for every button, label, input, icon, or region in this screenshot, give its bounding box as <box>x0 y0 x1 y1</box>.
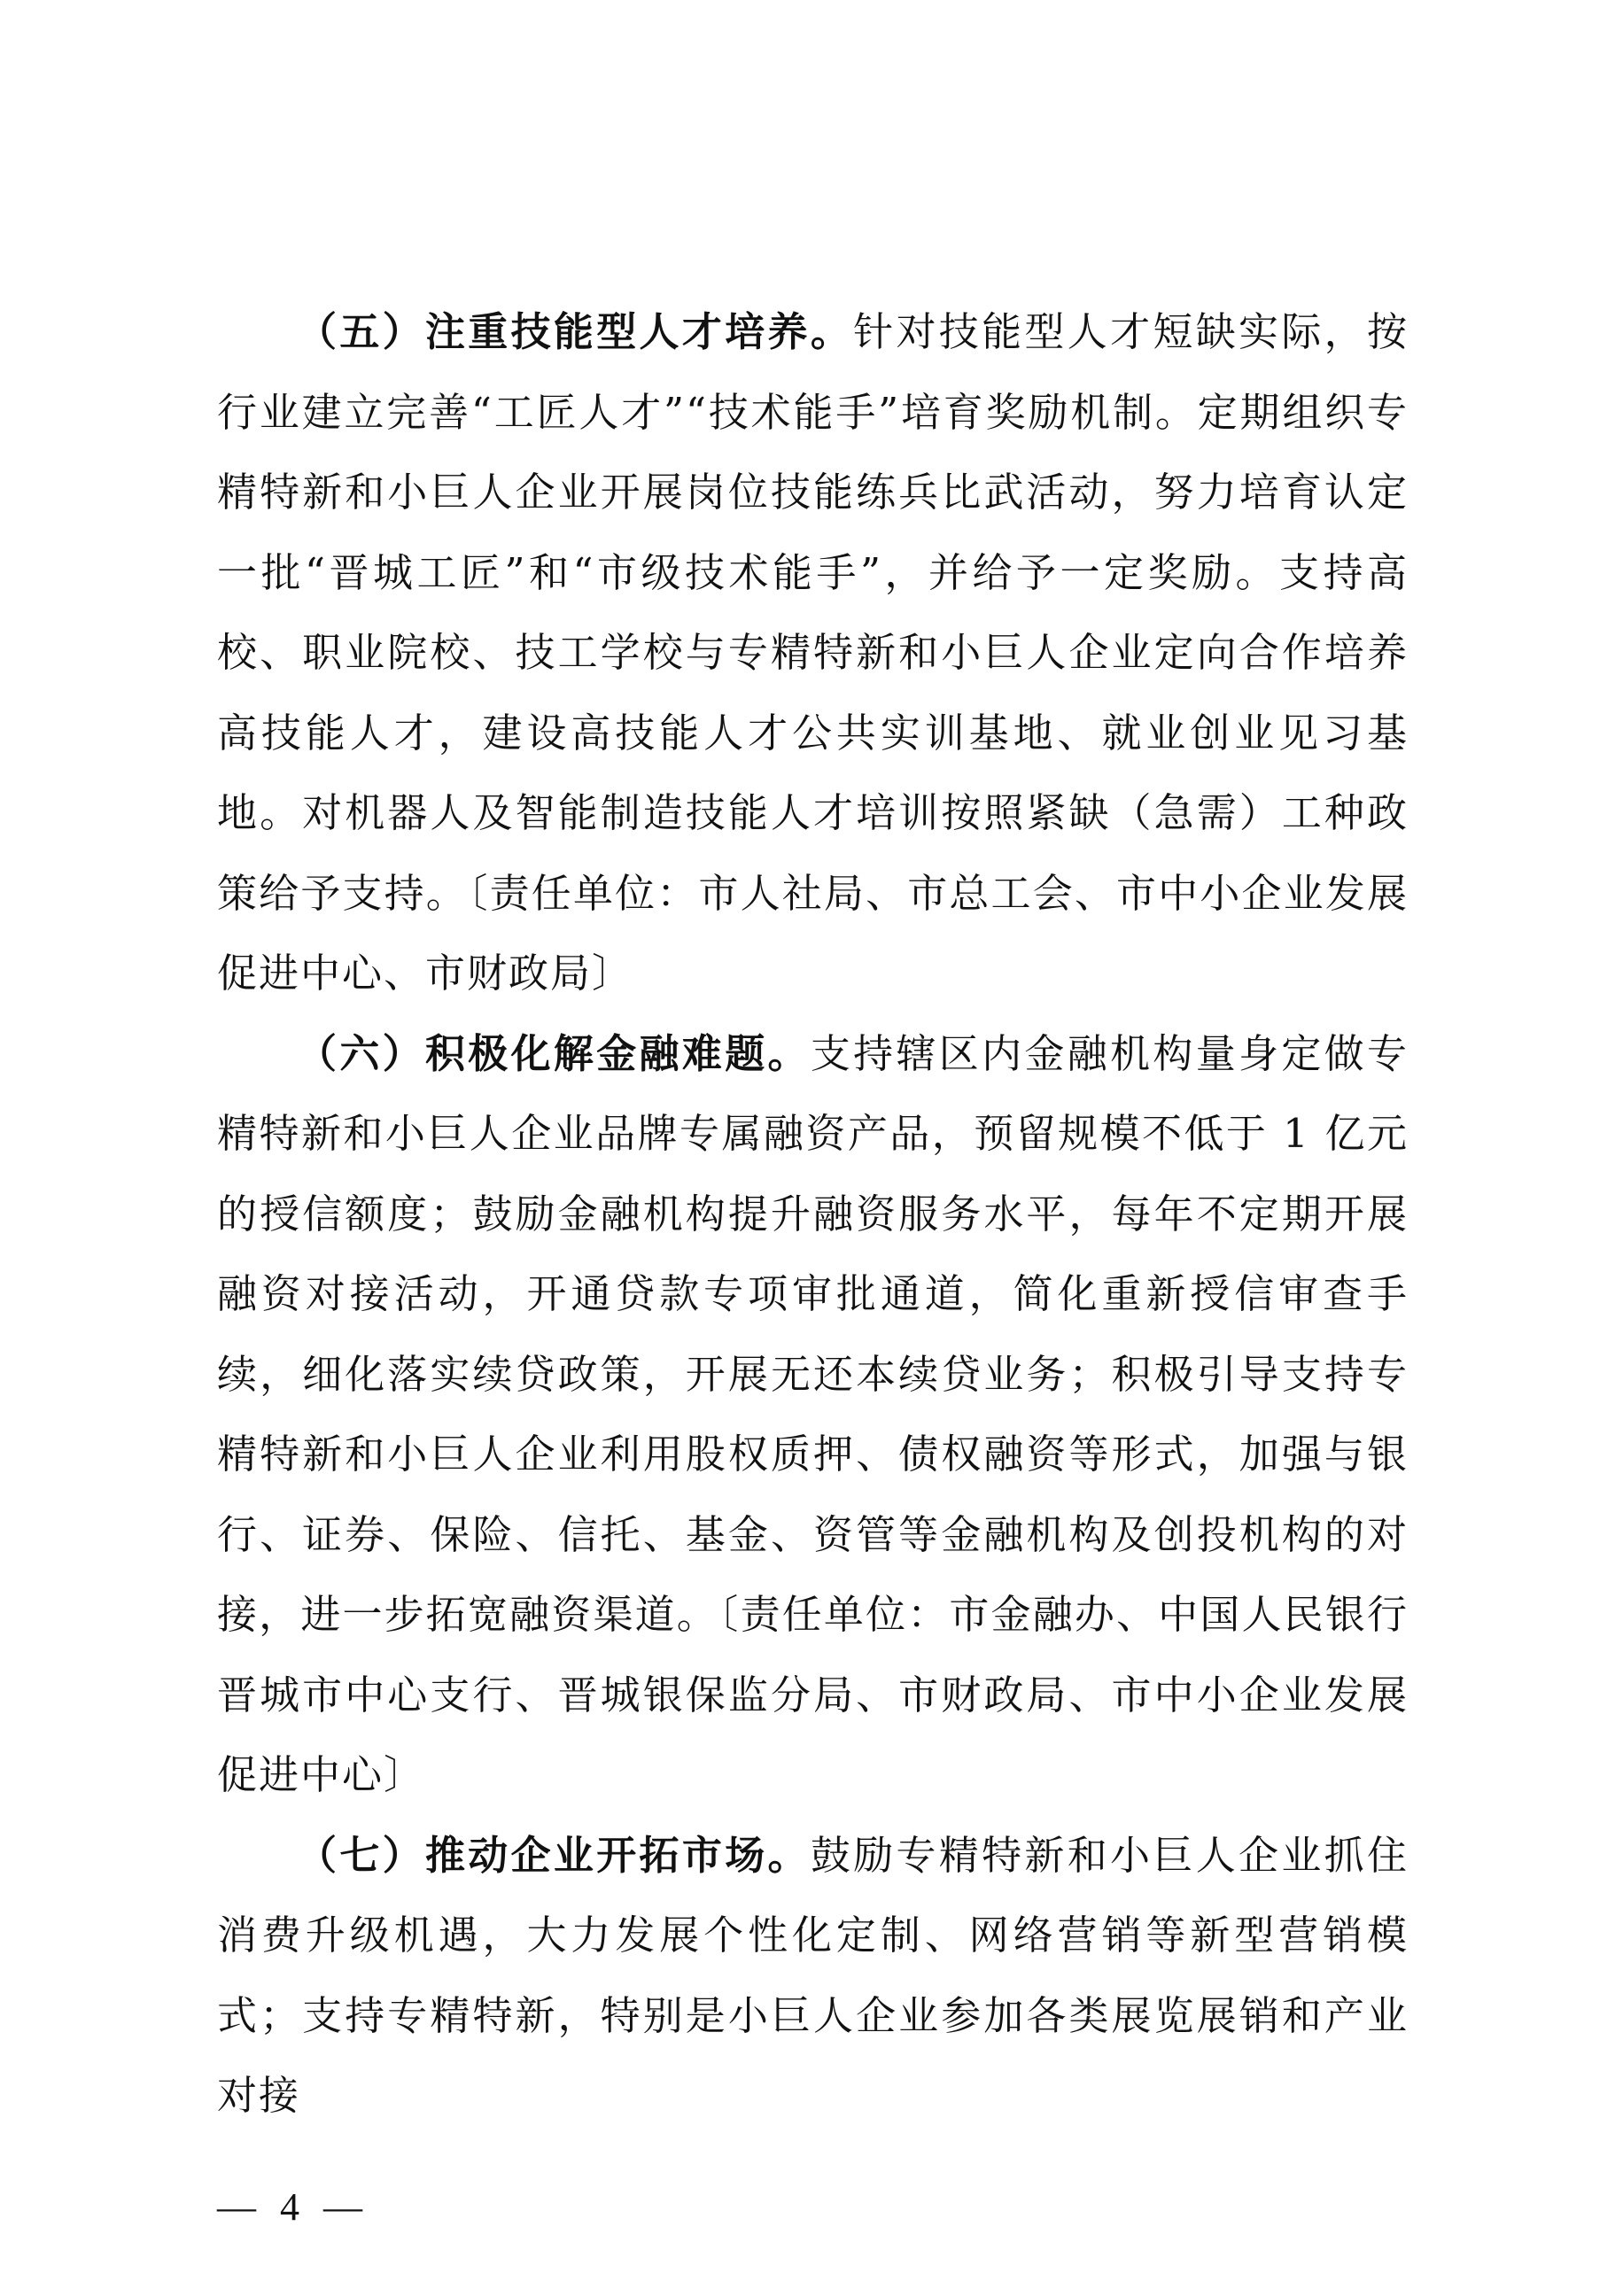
paragraph-text: 鼓励专精特新和小巨人企业抓住消费升级机遇，大力发展个性化定制、网络营销等新型营销模式；支持专精特新，特别是小巨人企业参加各类展览展销和产业对接 <box>217 1831 1409 2119</box>
paragraph-heading: （七）推动企业开拓市场。 <box>297 1831 811 1879</box>
paragraph-text: 针对技能型人才短缺实际，按行业建立完善“工匠人才”“技术能手”培育奖励机制。定期组织专精特新和小巨人企业开展岗位技能练兵比武活动，努力培育认定一批“晋城工匠”和“市级技术能手”，并给予一定奖励。支持高校、职业院校、技工学校与专精特新和小巨人企业定向合作培养高技能人才，建设高技能人才公共实训基地、就业创业见习基地。对机器人及智能制造技能人才培训按照紧缺（急需）工种政策给予支持。〔责任单位：市人社局、市总工会、市中小企业发展促进中心、市财政局〕 <box>217 308 1409 997</box>
paragraph-financing <box>217 1014 1409 1816</box>
paragraph-skills-talent <box>217 292 1409 1014</box>
paragraph-heading: （六）积极化解金融难题。 <box>297 1029 811 1077</box>
paragraph-text: 支持辖区内金融机构量身定做专精特新和小巨人企业品牌专属融资产品，预留规模不低于 1 亿元的授信额度；鼓励金融机构提升融资服务水平，每年不定期开展融资对接活动，开通贷款专项审批通道，简化重新授信审查手续，细化落实续贷政策，开展无还本续贷业务；积极引导支持专精特新和小巨人企业利用股权质押、债权融资等形式，加强与银行、证券、保险、信托、基金、资管等金融机构及创投机构的对接，进一步拓宽融资渠道。〔责任单位：市金融办、中国人民银行晋城市中心支行、晋城银保监分局、市财政局、市中小企业发展促进中心〕 <box>217 1029 1409 1798</box>
page-number: — 4 — <box>217 2185 369 2229</box>
paragraph-heading: （五）注重技能型人才培养。 <box>297 308 854 355</box>
paragraph-market <box>217 1816 1409 2137</box>
document-body <box>217 292 1409 2137</box>
